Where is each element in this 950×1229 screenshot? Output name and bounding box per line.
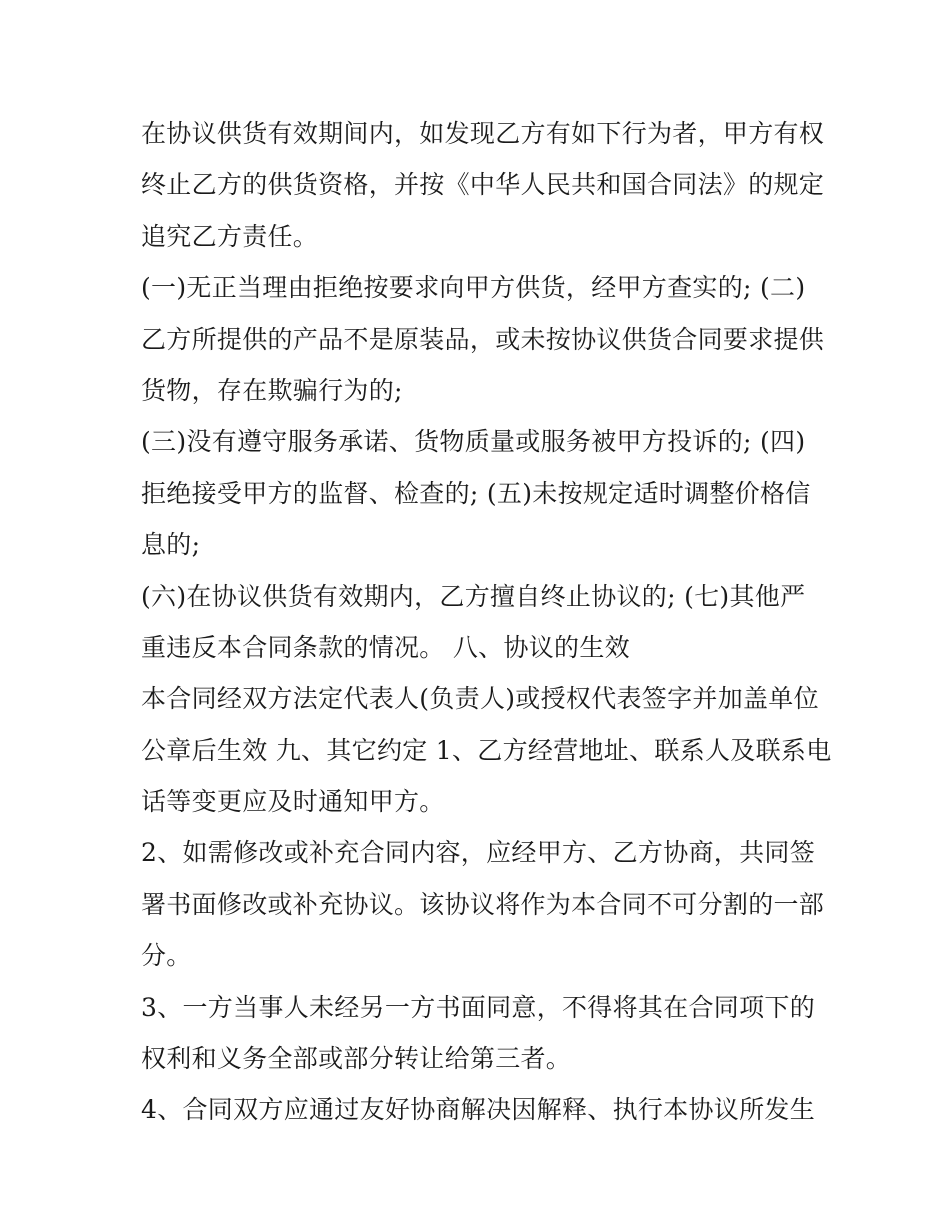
paragraph-items-3-5	[141, 416, 821, 570]
text-line: 权利和义务全部或部分转让给第三者。	[141, 1044, 572, 1074]
text-line: 本合同经双方法定代表人(负责人)或授权代表签字并加盖单位	[141, 684, 819, 714]
text-line: 分。	[141, 941, 192, 971]
paragraph-effectiveness	[141, 673, 832, 827]
paragraph-clause-3	[141, 982, 821, 1085]
document-body	[141, 108, 832, 1136]
text-line: (一)无正当理由拒绝按要求向甲方供货，经甲方查实的; (二)	[141, 273, 806, 303]
text-line: 2、如需修改或补充合同内容，应经甲方、乙方协商，共同签	[141, 838, 816, 868]
text-line: 息的;	[141, 530, 201, 560]
text-line: (六)在协议供货有效期内，乙方擅自终止协议的; (七)其他严	[141, 581, 806, 611]
text-line: 话等变更应及时通知甲方。	[141, 787, 445, 817]
paragraph-items-6-7	[141, 571, 821, 674]
text-line: 3、一方当事人未经另一方书面同意，不得将其在合同项下的	[141, 992, 816, 1022]
text-line: (三)没有遵守服务承诺、货物质量或服务被甲方投诉的; (四)	[141, 427, 806, 457]
text-line: 货物，存在欺骗行为的;	[141, 375, 403, 405]
text-line: 终止乙方的供货资格，并按《中华人民共和国合同法》的规定	[141, 170, 825, 200]
text-line: 署书面修改或补充协议。该协议将作为本合同不可分割的一部	[141, 889, 825, 919]
paragraph-items-1-2	[141, 262, 825, 416]
text-line: 4、合同双方应通过友好协商解决因解释、执行本协议所发生	[141, 1095, 816, 1125]
paragraph-termination-clause	[141, 108, 825, 262]
text-line: 在协议供货有效期间内，如发现乙方有如下行为者，甲方有权	[141, 119, 825, 148]
text-line: 重违反本合同条款的情况。 八、协议的生效	[141, 632, 630, 662]
text-line: 追究乙方责任。	[141, 221, 319, 251]
paragraph-clause-4	[141, 1084, 821, 1135]
paragraph-clause-2	[141, 827, 825, 981]
text-line: 公章后生效 九、其它约定 1、乙方经营地址、联系人及联系电	[141, 735, 832, 765]
text-line: 拒绝接受甲方的监督、检查的; (五)未按规定适时调整价格信	[141, 478, 811, 508]
text-line: 乙方所提供的产品不是原装品，或未按协议供货合同要求提供	[141, 324, 825, 354]
